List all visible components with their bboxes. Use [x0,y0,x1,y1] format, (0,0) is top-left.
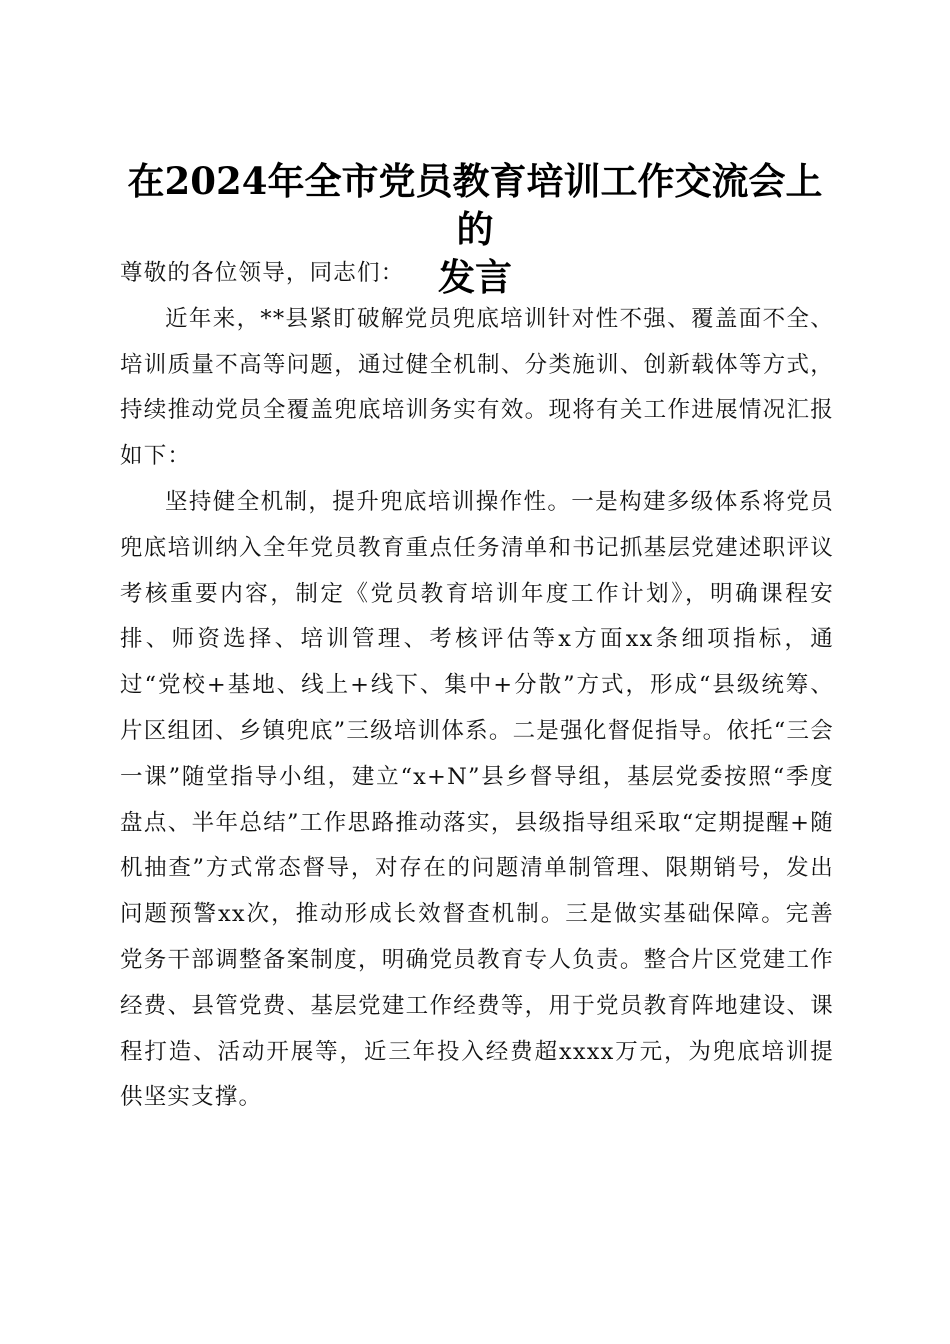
paragraph-mechanism: 坚持健全机制，提升兜底培训操作性。一是构建多级体系将党员兜底培训纳入全年党员教育重点任务清单和书记抓基层党建述职评议考核重要内容，制定《党员教育培训年度工作计划》，明确课程安排、师资选择、培训管理、考核评估等x方面xx条细项指标，通过“党校+基地、线上+线下、集中+分散”方式，形成“县级统筹、片区组团、乡镇兜底”三级培训体系。二是强化督促指导。依托“三会一课”随堂指导小组，建立“x+N”县乡督导组，基层党委按照“季度盘点、半年总结”工作思路推动落实，县级指导组采取“定期提醒+随机抽查”方式常态督导，对存在的问题清单制管理、限期销号，发出问题预警xx次，推动形成长效督查机制。三是做实基础保障。完善党务干部调整备案制度，明确党员教育专人负责。整合片区党建工作经费、县管党费、基层党建工作经费等，用于党员教育阵地建设、课程打造、活动开展等，近三年投入经费超xxxx万元，为兜底培训提供坚实支撑。 [120,488,834,1111]
paragraph-intro: 近年来，**县紧盯破解党员兜底培训针对性不强、覆盖面不全、培训质量不高等问题，通过健全机制、分类施训、创新载体等方式，持续推动党员全覆盖兜底培训务实有效。现将有关工作进展情况汇报如下： [120,305,834,470]
salutation: 尊敬的各位领导，同志们： [120,260,405,286]
title-line-1: 在2024年全市党员教育培训工作交流会上的 [127,158,823,251]
title-line-2: 发言 [438,254,512,299]
document-body [120,251,834,1121]
